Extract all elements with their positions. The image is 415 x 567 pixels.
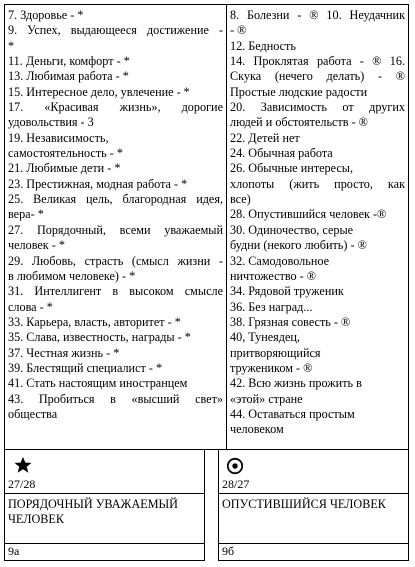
positive-value-line: 31. Интеллигент в высоком смысле — [8, 284, 223, 299]
negative-value-line: 14. Проклятая работа - ® 16. — [230, 54, 405, 69]
negative-value-line: «этой» стране — [230, 391, 303, 406]
negative-value-line: все) — [230, 192, 251, 207]
positive-value-line: 11. Деньги, комфорт - * — [8, 54, 130, 69]
positive-value-line: 39. Блестящий специалист - * — [8, 360, 163, 375]
left-summary-box — [4, 450, 205, 561]
positive-value-line: 27. Порядочный, всеми уважаемый — [8, 222, 223, 237]
positive-value-line: в любимом человеке) - * — [8, 268, 136, 283]
positive-value-line: 25. Великая цель, благородная идея, — [8, 192, 223, 207]
negative-value-line: хлопоты (жить просто, как — [230, 176, 405, 191]
negative-value-line: 12. Бедность — [230, 38, 296, 53]
negative-value-line: 32. Самодовольное — [230, 253, 329, 268]
positive-value-line: общества — [8, 406, 58, 421]
negative-value-line: 20. Зависимость от других — [230, 100, 405, 115]
positive-value-line: 23. Престижная, модная работа - * — [8, 176, 188, 191]
positive-value-line: 7. Здоровье - * — [8, 8, 84, 22]
negative-value-line: 24. Обычная работа — [230, 146, 333, 161]
negative-value-line: - ® — [230, 23, 247, 38]
positive-value-line: человек - * — [8, 238, 65, 253]
positive-value-line: 17. «Красивая жизнь», дорогие — [8, 100, 223, 115]
negative-value-line: 42. Всю жизнь прожить в — [230, 376, 362, 391]
positive-value-line: * — [8, 38, 15, 53]
negative-value-line: 28. Опустившийся человек -® — [230, 207, 387, 222]
negative-value-line: 30. Одиночество, серые — [230, 222, 354, 237]
negative-value-line: 36. Без наград... — [230, 299, 313, 314]
negative-value-line: будни (некого любить) - ® — [230, 238, 367, 253]
negative-value-line: человеком — [230, 422, 284, 437]
positive-value-line: самостоятельность - * — [8, 146, 123, 161]
right-type-label: ОПУСТИВШИЙСЯ ЧЕЛОВЕК — [219, 494, 408, 544]
negative-value-line: людей и обстоятельств - ® — [230, 115, 368, 130]
right-symbol-row — [219, 450, 408, 475]
values-table — [4, 4, 409, 450]
negative-value-line: ничтожество - ® — [230, 268, 317, 283]
positive-value-line: слова - * — [8, 299, 53, 314]
negative-value-line: 34. Рядовой труженик — [230, 284, 344, 299]
star-icon — [14, 456, 32, 474]
negative-value-line: 8. Болезни - ® 10. Неудачник — [230, 8, 405, 22]
positive-value-line: 43. Пробиться в «высший свет» — [8, 391, 223, 406]
positive-value-line: 37. Честная жизнь - * — [8, 345, 120, 360]
positive-value-line: вера- * — [8, 207, 44, 222]
negative-value-line: 44. Оставаться простым — [230, 406, 355, 421]
negative-value-line: 22. Детей нет — [230, 130, 300, 145]
left-symbol-row — [5, 450, 204, 475]
positive-value-line: 29. Любовь, страсть (смысл жизни - — [8, 253, 223, 268]
negative-value-line: Скука (нечего делать) - ® — [230, 69, 405, 84]
negative-value-line: Простые людские радости — [230, 84, 368, 99]
positive-value-line: 19. Независимость, — [8, 130, 109, 145]
negative-value-line: 40, Тунеядец, — [230, 330, 300, 345]
negative-values-column — [227, 5, 408, 449]
positive-values-column — [5, 5, 227, 449]
positive-value-line: 13. Любимая работа - * — [8, 69, 129, 84]
right-summary-box — [218, 450, 409, 561]
positive-value-line: удовольствия - 3 — [8, 115, 94, 130]
positive-value-line: 15. Интересное дело, увлечение - * — [8, 84, 190, 99]
right-score: 28/27 — [219, 475, 408, 494]
positive-value-line: 33. Карьера, власть, авторитет - * — [8, 314, 181, 329]
right-code: 9б — [222, 544, 235, 558]
left-code: 9а — [8, 544, 20, 558]
left-score: 27/28 — [5, 475, 204, 494]
negative-value-line: 26. Обычные интересы, — [230, 161, 354, 176]
positive-value-line: 21. Любимые дети - * — [8, 161, 121, 176]
negative-value-line: 38. Грязная совесть - ® — [230, 314, 351, 329]
positive-value-line: 41. Стать настоящим иностранцем — [8, 376, 188, 391]
negative-value-line: тружеником - ® — [230, 360, 313, 375]
document-frame — [4, 4, 409, 561]
positive-value-line: 35. Слава, известность, награды - * — [8, 330, 191, 345]
negative-value-line: притворяющийся — [230, 345, 321, 360]
dot-in-circle-icon — [226, 457, 244, 475]
positive-value-line: 9. Успех, выдающееся достижение - — [8, 23, 223, 38]
left-type-label: ПОРЯДОЧНЫЙ УВАЖАЕМЫЙ ЧЕЛОВЕК — [5, 494, 204, 544]
